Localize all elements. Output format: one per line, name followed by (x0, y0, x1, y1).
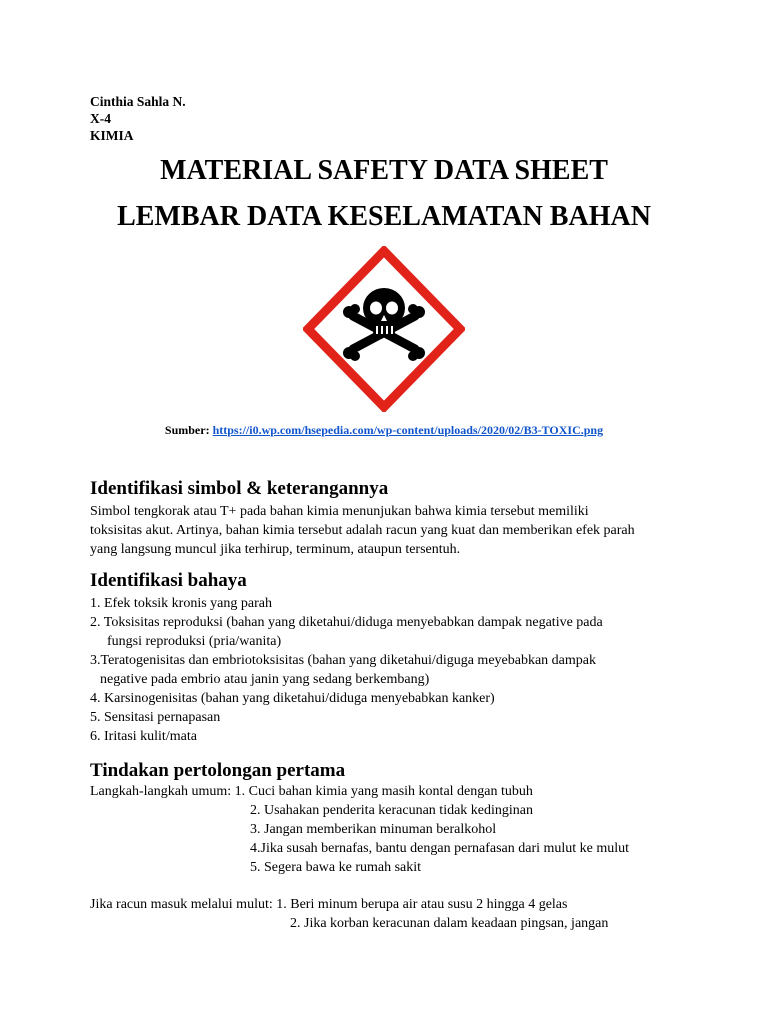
author-block (90, 93, 186, 144)
list-item-continuation: fungsi reproduksi (pria/wanita) (107, 634, 282, 649)
section-heading: Identifikasi bahaya (90, 570, 247, 591)
author-class: X-4 (90, 111, 111, 126)
general-steps-first-line (90, 782, 710, 801)
author-subject: KIMIA (90, 128, 134, 143)
list-item: 5. Sensitasi pernapasan (90, 710, 221, 725)
section-hazard-identification (90, 570, 710, 746)
list-item: 2. Jika korban keracunan dalam keadaan pingsan, jangan (290, 916, 609, 931)
section-symbol-identification (90, 478, 710, 559)
list-item-continuation: negative pada embrio atau janin yang sedang berkembang) (100, 672, 430, 687)
skull-crossbones-icon (303, 246, 465, 412)
section-heading: Tindakan pertolongan pertama (90, 760, 346, 781)
image-source (0, 423, 768, 438)
section-first-aid (90, 760, 710, 933)
spacer (90, 877, 710, 895)
list-item: 1. Cuci bahan kimia yang masih kontal dengan tubuh (234, 784, 533, 799)
toxic-hazard-symbol (303, 246, 465, 412)
paragraph-line: toksisitas akut. Artinya, bahan kimia tersebut adalah racun yang kuat dan memberikan efek parah (90, 523, 635, 538)
oral-steps-label: Jika racun masuk melalui mulut: (90, 897, 277, 912)
title-indonesian: LEMBAR DATA KESELAMATAN BAHAN (117, 201, 651, 232)
paragraph-line: yang langsung muncul jika terhirup, terminum, ataupun tersentuh. (90, 542, 461, 557)
list-item: 1. Efek toksik kronis yang parah (90, 596, 272, 611)
source-label: Sumber: (164, 423, 213, 437)
paragraph-line: Simbol tengkorak atau T+ pada bahan kimia menunjukan bahwa kimia tersebut memiliki (90, 504, 589, 519)
list-item: 6. Iritasi kulit/mata (90, 729, 197, 744)
list-item: 5. Segera bawa ke rumah sakit (250, 860, 422, 875)
oral-steps-first-line (90, 895, 710, 914)
source-link[interactable]: https://i0.wp.com/hsepedia.com/wp-content/uploads/2020/02/B3-TOXIC.png (212, 423, 604, 437)
list-item: 2. Toksisitas reproduksi (bahan yang diketahui/diduga menyebabkan dampak negative pada (90, 615, 603, 630)
list-item: 4. Karsinogenisitas (bahan yang diketahui/diduga menyebabkan kanker) (90, 691, 495, 706)
section-heading: Identifikasi simbol & keterangannya (90, 478, 389, 499)
list-item: 3. Jangan memberikan minuman beralkohol (250, 822, 497, 837)
list-item: 4.Jika susah bernafas, bantu dengan pernafasan dari mulut ke mulut (250, 841, 630, 856)
title-english: MATERIAL SAFETY DATA SHEET (160, 155, 608, 186)
general-steps-label: Langkah-langkah umum: (90, 784, 235, 799)
list-item: 1. Beri minum berupa air atau susu 2 hingga 4 gelas (276, 897, 568, 912)
author-name: Cinthia Sahla N. (90, 94, 186, 109)
list-item: 2. Usahakan penderita keracunan tidak kedinginan (250, 803, 534, 818)
list-item: 3.Teratogenisitas dan embriotoksisitas (bahan yang diketahui/diguga meyebabkan dampak (90, 653, 596, 668)
